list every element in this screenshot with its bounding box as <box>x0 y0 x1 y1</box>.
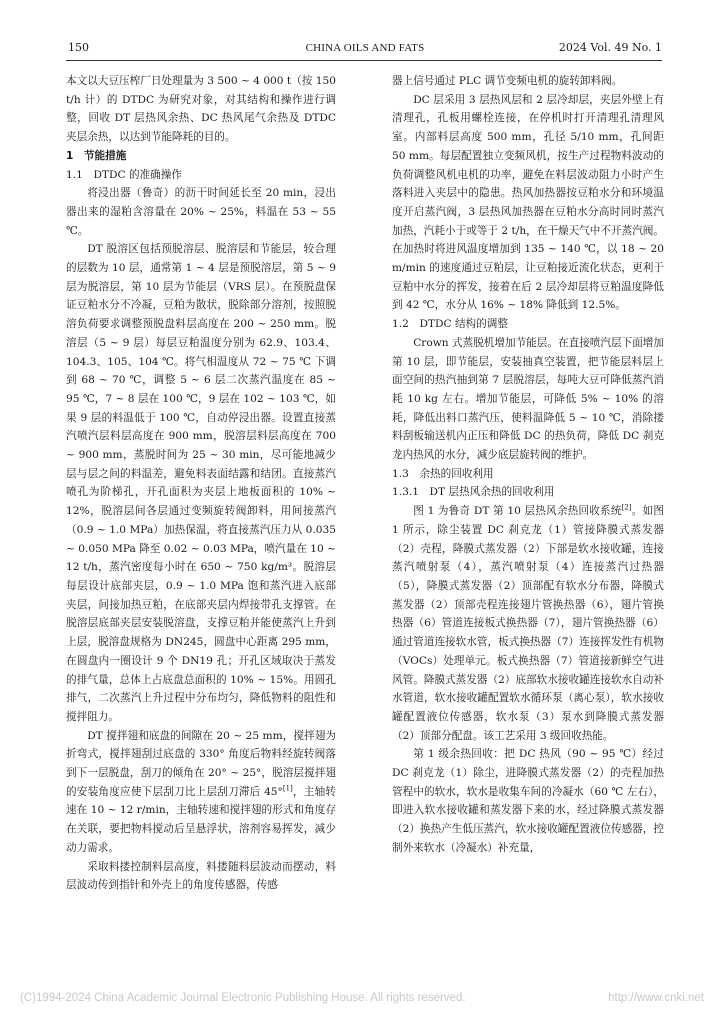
section-1-1-heading: 1.1 DTDC 的准确操作 <box>66 168 182 181</box>
paragraph-dt-zone: DT 脱溶区包括预脱溶层、脱溶层和节能层，较合理的层数为 10 层，通常第 1 ~ 4 层是预脱溶层，第 5 ~ 9 层为脱溶层，第 10 层为节能层（VRS 层）。在预脱盘保证豆粕水分不冷凝，豆粕为散状，脱除部分溶剂，按照脱溶负荷要求调整预脱盘料层高度在 200 ~ 250 mm。脱溶层（5 ~ 9 层）每层豆粕温度分别为 62.9、103.4、104.3、105、104 ℃。将气相温度从 72 ~ 75 ℃ 下调到 68 ~ 70 ℃，调整 5 ~ 6 层二次蒸汽温度在 85 ~ 95 ℃，7 ~ 8 层在 100 ℃，9 层在 102 ~ 103 ℃，如果 9 层的料温低于 100 ℃，自动停浸出器。设置直接蒸汽喷汽层料层高度在 900 mm，脱溶层料层高度在 700 ~ 900 mm，蒸脱时间为 25 ~ 30 min，尽可能地减少层与层之间的料温差，避免料表面结露和结团。直接蒸汽喷孔为阶梯孔，开孔面积为夹层上地板面积的 10% ~ 12%，脱溶层间各层通过变频旋转阀卸料，用间接蒸汽（0.9 ~ 1.0 MPa）加热保温，将直接蒸汽压力从 0.035 ~ 0.050 MPa 降至 0.02 ~ 0.03 MPa，喷汽量在 10 ~ 12 t/h，蒸汽密度每小时在 650 ~ 750 kg/m³。脱溶层每层设计底部夹层，0.9 ~ 1.0 MPa 饱和蒸汽进入底部夹层，间接加热豆粕，在底部夹层内焊接带孔支撑管。在脱溶层底部夹层安装脱溶盘，支撑豆粕并能使蒸汽上升到上层，脱溶盘规格为 DN245，圆盘中心距离 295 mm，在圆盘内一圈设计 9 个 DN19 孔；开孔区域取决于蒸发的排气量，总体上占底盘总面积的 10% ~ 15%。用圆孔排气，二次蒸汽上升过程中分布均匀，降低物料的阻性和搅拌阻力。 <box>66 243 336 723</box>
section-1-3-heading: 1.3 余热的回收利用 <box>392 467 494 480</box>
running-header <box>68 40 662 58</box>
left-column <box>66 72 336 895</box>
citation-1: [1] <box>282 784 293 793</box>
footer-url: http://www.cnki.net <box>608 992 704 1004</box>
paragraph-level-control-cont: 器上信号通过 PLC 调节变频电机的旋转卸料阀。 <box>392 75 623 87</box>
copyright-notice: (C)1994-2024 China Academic Journal Electronic Publishing House. All rights reserved. <box>20 992 466 1004</box>
section-1-3-1-heading: 1.3.1 DT 层热风余热的回收利用 <box>392 486 555 499</box>
issue-info: 2024 Vol. 49 No. 1 <box>558 41 662 54</box>
section-1-heading: 1 节能措施 <box>66 149 127 162</box>
intro-paragraph: 本文以大豆压榨厂日处理量为 3 500 ~ 4 000 t（按 150 t/h 计）的 DTDC 为研究对象，对其结构和操作进行调整，回收 DT 层热风余热、DC 热风尾气余热及 DTDC 夹层余热，以达到节能降耗的目的。 <box>66 75 336 144</box>
paragraph-agitator: DT 搅拌翅和底盘的间隙在 20 ~ 25 mm，搅拌翅为折弯式，搅拌翅刮过底盘的 330° 角度后物料经旋转阀落到下一层脱盘，刮刀的倾角在 20° ~ 25°，脱溶层搅拌翅的安装角度应使下层刮刀比上层刮刀滞后 45°[1]，主轴转速在 10 ~ 12 r/min，主轴转速和搅拌翅的形式和角度存在关联，要把物料搅动后呈悬浮状，溶剂容易挥发，减少动力需求。 <box>66 729 337 854</box>
right-column <box>392 72 664 858</box>
paragraph-heat-recovery-system: 图 1 为鲁奇 DT 第 10 层热风余热回收系统[2]。如图 1 所示，除尘装置 DC 刹克龙（1）管接降膜式蒸发器（2）壳程，降膜式蒸发器（2）下部是软水接收罐，连接蒸汽喷射泵（4），蒸汽喷射泵（4）连接蒸汽过热器（5），降膜式蒸发器（2）顶部配有软水分布器，降膜式蒸发器（2）顶部壳程连接翅片管换热器（6），翅片管换热器（6）管道连接板式换热器（7），翅片管换热器（6）通过管道连接软水管，板式换热器（7）连接挥发性有机物（VOCs）处理单元。板式换热器（7）管道接新鲜空气进风管。降膜式蒸发器（2）底部软水接收罐连接软水自动补水管道，软水接收罐配置软水循环泵（离心泵），软水接收罐配置液位传感器，软水泵（3）泵水到降膜式蒸发器（2）顶部分配盘。该工艺采用 3 级回收热能。 <box>392 503 665 742</box>
paragraph-dc-layer: DC 层采用 3 层热风层和 2 层冷却层，夹层外壁上有清理孔，孔板用螺栓连接，在停机时打开清理孔清理风室。内部料层高度 500 mm，孔径 5/10 mm，孔间距 50 mm。每层配置独立变频风机，按生产过程物料波动的负荷调整风机电机的功率，避免在料层波动阻力小时产生落料进入夹层中的隐患。热风加热器按豆粕水分和环境温度开启蒸汽阀，3 层热风加热器在豆粕水分高时同时蒸汽加热，汽耗小于或等于 2 t/h，在干燥天气中不开蒸汽阀。在加热时将进风温度增加到 135 ~ 140 ℃，以 18 ~ 20 m/min 的速度通过豆粕层，让豆粕接近流化状态，更利于豆粕中水分的挥发，接着在后 2 层冷却层将豆粕温度降低到 42 ℃，水分从 16% ~ 18% 降低到 12.5%。 <box>392 93 664 312</box>
page-number: 150 <box>68 41 89 54</box>
citation-2: [2] <box>621 503 632 512</box>
paragraph-extractor: 将浸出器（鲁奇）的沥干时间延长至 20 min，浸出器出来的湿粕含溶量在 20% ~ 25%，料温在 53 ~ 55 ℃。 <box>66 187 336 237</box>
journal-name: CHINA OILS AND FATS <box>305 42 425 54</box>
paragraph-first-stage: 第 1 级余热回收：把 DC 热风（90 ~ 95 ℃）经过 DC 刹克龙（1）除尘，进降膜式蒸发器（2）的壳程加热管程中的软水，软水是收集车间的冷凝水（60 ℃ 左右），即进入软水接收罐和蒸发器下来的水，经过降膜式蒸发器（2）换热产生低压蒸汽，软水接收罐配置液位传感器，控制外来软水（冷凝水）补充量， <box>392 748 664 854</box>
paragraph-energy-layer: Crown 式蒸脱机增加节能层。在直接喷汽层下面增加第 10 层，即节能层，安装抽真空装置，把节能层料层上面空间的热汽抽到第 7 层脱溶层，每吨大豆可降低蒸汽消耗 10 kg 左右。增加节能层，可降低 5% ~ 10% 的溶耗，降低出料口蒸汽压，使料温降低 5 ~ 10 ℃，消除搂料刮板输送机内正压和降低 DC 的热负荷，降低 DC 刹克龙内热风的水分，减少底层旋转阀的维护。 <box>392 336 664 462</box>
section-1-2-heading: 1.2 DTDC 结构的调整 <box>392 318 508 331</box>
header-rule <box>66 60 662 61</box>
paragraph-level-control: 采取料搂控制料层高度，料搂随料层波动而摆动，料层波动传到指针和外壳上的角度传感器，传感 <box>66 860 336 892</box>
